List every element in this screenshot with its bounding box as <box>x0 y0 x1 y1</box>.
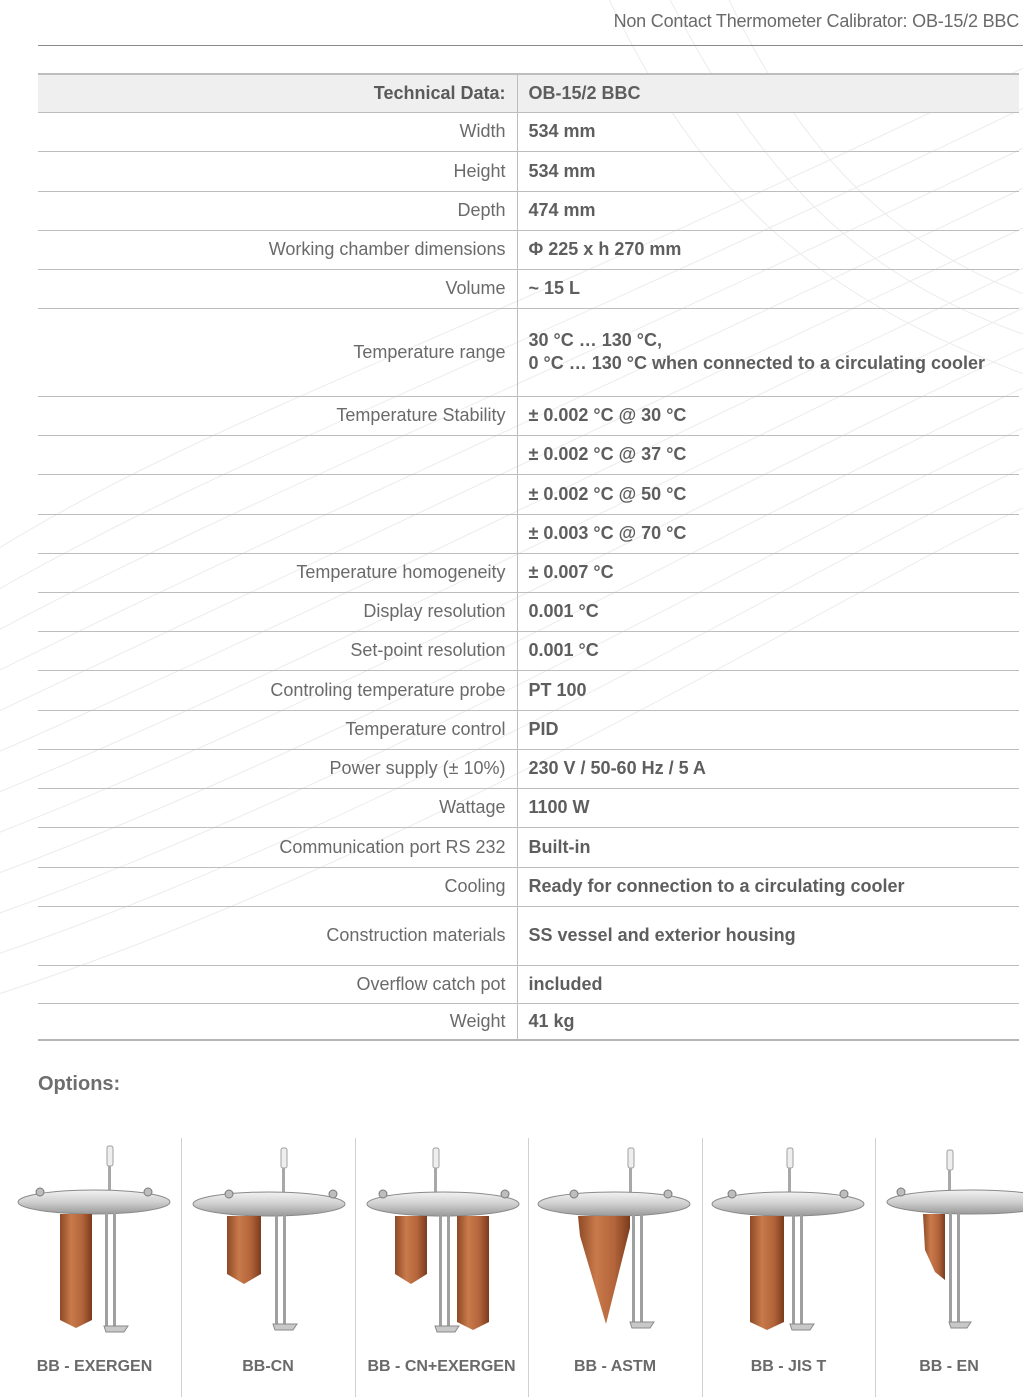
lid-screw <box>379 1190 387 1198</box>
value-line: Φ 225 x h 270 mm <box>528 239 682 259</box>
sensor-rod <box>792 1214 795 1326</box>
row-label: Communication port RS 232 <box>38 827 517 867</box>
row-value <box>517 435 1019 474</box>
title-divider <box>38 45 1023 46</box>
value-line: included <box>528 973 603 994</box>
rod-foot <box>790 1324 814 1330</box>
header-model: OB-15/2 BBC <box>528 82 641 103</box>
lid-plate <box>193 1192 345 1216</box>
rod-foot <box>104 1326 128 1332</box>
table-row <box>38 710 1019 749</box>
option-bb-en <box>875 1138 1023 1397</box>
row-value <box>517 906 1019 965</box>
row-label: Height <box>38 151 517 191</box>
table-row <box>38 308 1019 396</box>
row-label: Volume <box>38 269 517 308</box>
sensor-rod <box>632 1214 635 1322</box>
table-row <box>38 965 1019 1003</box>
table-row <box>38 474 1019 514</box>
value-line: 41 kg <box>528 1010 575 1031</box>
lid-screw <box>570 1190 578 1198</box>
row-value <box>517 474 1019 514</box>
lid-screw <box>728 1190 736 1198</box>
value-line: Ready for connection to a circulating cooler <box>528 876 905 896</box>
table-row <box>38 749 1019 788</box>
row-value <box>517 514 1019 553</box>
row-value <box>517 396 1019 435</box>
row-value <box>517 631 1019 670</box>
lid-screw <box>664 1190 672 1198</box>
option-bb-jis-t <box>702 1138 875 1397</box>
row-label: Set-point resolution <box>38 631 517 670</box>
lid-plate <box>887 1190 1023 1214</box>
value-line: ± 0.002 °C @ 50 °C <box>528 483 687 504</box>
row-value <box>517 553 1019 592</box>
table-row <box>38 827 1019 867</box>
table-row <box>38 592 1019 631</box>
option-caption: BB - EXERGEN <box>36 1358 153 1375</box>
rod-foot <box>435 1326 459 1332</box>
lid-screw <box>225 1190 233 1198</box>
table-row <box>38 670 1019 710</box>
value-line: ± 0.003 °C @ 70 °C <box>528 523 687 543</box>
sensor-rod <box>283 1214 286 1324</box>
row-value <box>517 1003 1019 1040</box>
table-row <box>38 396 1019 435</box>
lid-screw <box>501 1190 509 1198</box>
copper-cavity <box>457 1216 489 1330</box>
sensor-rod <box>640 1214 643 1322</box>
header-label: Technical Data: <box>38 74 517 112</box>
table-row <box>38 553 1019 592</box>
sensor-rod <box>447 1214 450 1326</box>
row-label: Overflow catch pot <box>38 965 517 1003</box>
row-label: Wattage <box>38 788 517 827</box>
sensor-rod <box>113 1212 116 1328</box>
row-value <box>517 788 1019 827</box>
option-caption: BB - EN <box>919 1358 979 1375</box>
copper-cavity <box>395 1216 427 1284</box>
row-value <box>517 749 1019 788</box>
lid-screw <box>897 1188 905 1196</box>
option-bb-exergen <box>8 1138 181 1397</box>
table-header-row <box>38 74 1019 112</box>
row-label: Temperature control <box>38 710 517 749</box>
value-line: 30 °C … 130 °C, <box>528 330 662 350</box>
copper-cavity <box>923 1214 945 1280</box>
value-line: PID <box>528 719 559 739</box>
value-line: 474 mm <box>528 200 596 220</box>
row-label <box>38 514 517 553</box>
row-label: Controling temperature probe <box>38 670 517 710</box>
probe-handle <box>947 1150 953 1170</box>
row-value <box>517 151 1019 191</box>
row-value <box>517 827 1019 867</box>
row-label: Working chamber dimensions <box>38 230 517 269</box>
sensor-rod <box>439 1214 442 1326</box>
options-row <box>8 1138 1023 1397</box>
table-row <box>38 906 1019 965</box>
row-label: Construction materials <box>38 906 517 965</box>
copper-cavity <box>60 1214 92 1328</box>
option-caption: BB - CN+EXERGEN <box>367 1358 516 1375</box>
probe-handle <box>281 1148 287 1168</box>
double-cavity-icon <box>355 1140 528 1350</box>
lid-plate <box>367 1192 519 1216</box>
row-value <box>517 191 1019 230</box>
row-value <box>517 867 1019 906</box>
row-label: Display resolution <box>38 592 517 631</box>
lid-screw <box>144 1188 152 1196</box>
rod-foot <box>949 1322 971 1328</box>
document-title: Non Contact Thermometer Calibrator: OB-15/2 BBC <box>613 11 1019 31</box>
sensor-rod <box>949 1212 952 1324</box>
value-line: ~ 15 L <box>528 278 581 298</box>
row-label: Weight <box>38 1003 517 1040</box>
cylinder-icon <box>702 1140 875 1350</box>
rod-foot <box>273 1324 297 1330</box>
row-label <box>38 435 517 474</box>
table-row <box>38 269 1019 308</box>
table-row <box>38 1003 1019 1040</box>
value-line: 0 °C … 130 °C when connected to a circulating cooler <box>528 353 986 373</box>
table-row <box>38 191 1019 230</box>
probe-handle <box>107 1146 113 1166</box>
rod-foot <box>630 1322 654 1328</box>
value-line: 1100 W <box>528 797 590 817</box>
row-value <box>517 710 1019 749</box>
row-label: Temperature homogeneity <box>38 553 517 592</box>
row-label: Temperature range <box>38 308 517 396</box>
value-line: 0.001 °C <box>528 640 599 660</box>
table-row <box>38 112 1019 151</box>
row-label: Power supply (± 10%) <box>38 749 517 788</box>
row-label: Depth <box>38 191 517 230</box>
option-bb-cn-exergen <box>355 1138 528 1397</box>
sensor-rod <box>800 1214 803 1326</box>
value-line: SS vessel and exterior housing <box>528 925 796 945</box>
row-value <box>517 308 1019 396</box>
technical-data-table <box>38 73 1019 1041</box>
sensor-rod <box>957 1212 960 1324</box>
option-caption: BB - ASTM <box>573 1358 657 1375</box>
option-bb-cn <box>181 1138 355 1397</box>
copper-cone <box>578 1216 630 1324</box>
option-caption: BB-CN <box>242 1358 294 1375</box>
row-value <box>517 112 1019 151</box>
copper-cavity <box>750 1216 784 1330</box>
value-line: 230 V / 50-60 Hz / 5 A <box>528 758 706 778</box>
value-line: ± 0.002 °C @ 37 °C <box>528 444 687 464</box>
row-value <box>517 269 1019 308</box>
cone-icon <box>528 1140 702 1350</box>
row-label <box>38 474 517 514</box>
row-value <box>517 965 1019 1003</box>
option-bb-astm <box>528 1138 702 1397</box>
options-title: Options: <box>38 1073 121 1095</box>
probe-handle <box>787 1148 793 1168</box>
sensor-rod <box>105 1212 108 1328</box>
table-row <box>38 151 1019 191</box>
row-value <box>517 230 1019 269</box>
table-row <box>38 867 1019 906</box>
copper-cavity <box>227 1216 261 1284</box>
table-row <box>38 230 1019 269</box>
value-line: PT 100 <box>528 679 587 700</box>
value-line: ± 0.002 °C @ 30 °C <box>528 405 687 425</box>
table-row <box>38 514 1019 553</box>
value-line: ± 0.007 °C <box>528 562 614 582</box>
table-row <box>38 788 1019 827</box>
value-line: Built-in <box>528 836 591 857</box>
table-row <box>38 631 1019 670</box>
value-line: 0.001 °C <box>528 601 599 621</box>
lid-screw <box>36 1188 44 1196</box>
row-value <box>517 670 1019 710</box>
short-cone-icon <box>181 1140 355 1350</box>
sensor-rod <box>275 1214 278 1324</box>
option-caption: BB - JIS T <box>750 1358 827 1375</box>
row-label: Temperature Stability <box>38 396 517 435</box>
row-label: Width <box>38 112 517 151</box>
table-row <box>38 435 1019 474</box>
lid-screw <box>329 1190 337 1198</box>
row-value <box>517 592 1019 631</box>
cylinder-icon <box>8 1140 181 1350</box>
probe-handle <box>628 1148 634 1168</box>
value-line: 534 mm <box>528 121 596 141</box>
row-label: Cooling <box>38 867 517 906</box>
slanted-cavity-icon <box>875 1140 1023 1350</box>
lid-screw <box>840 1190 848 1198</box>
probe-handle <box>433 1148 439 1168</box>
value-line: 534 mm <box>528 160 596 181</box>
